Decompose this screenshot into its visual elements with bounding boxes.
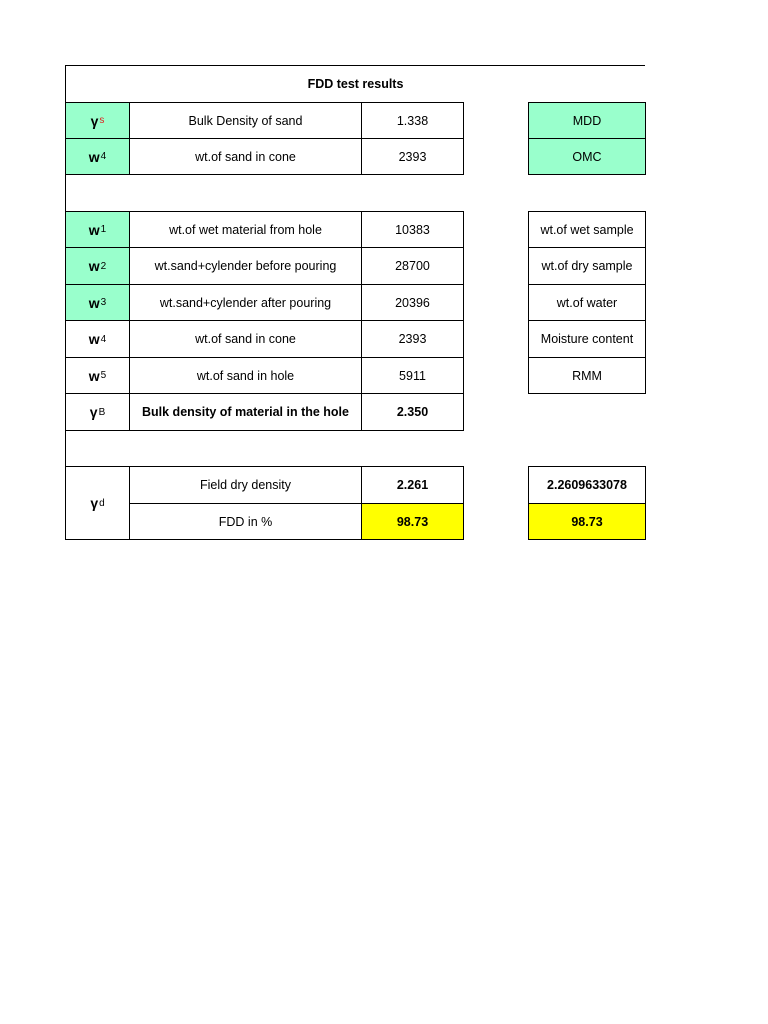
label-fdd-percent: FDD in % [129,503,362,540]
value-bulk-density-material: 2.350 [361,393,464,431]
side-wet-sample: wt.of wet sample [528,211,646,248]
symbol-w4-mid-cell: w 4 [65,320,130,358]
value-bulk-density-sand: 1.338 [361,102,464,139]
value-wet-material: 10383 [361,211,464,248]
value-fdd-percent: 98.73 [361,503,464,540]
side-fdd-percent: 98.73 [528,503,646,540]
label-field-dry-density: Field dry density [129,466,362,504]
symbol-gamma-s-cell: γ s [65,102,130,139]
label-sand-in-hole: wt.of sand in hole [129,357,362,394]
symbol-w3-cell: w 3 [65,284,130,321]
value-sand-in-cone-mid: 2393 [361,320,464,358]
value-sand-in-hole: 5911 [361,357,464,394]
label-bulk-density-material: Bulk density of material in the hole [129,393,362,431]
side-mdd-cell: MDD [528,102,646,139]
side-field-dry-density: 2.2609633078 [528,466,646,504]
label-sand-in-cone: wt.of sand in cone [129,138,362,175]
symbol-gamma-d-cell: γ d [65,466,130,540]
symbol-gamma-b-cell: γ B [65,393,130,431]
value-field-dry-density: 2.261 [361,466,464,504]
label-bulk-density-sand: Bulk Density of sand [129,102,362,139]
side-water: wt.of water [528,284,646,321]
label-wet-material: wt.of wet material from hole [129,211,362,248]
side-rmm: RMM [528,357,646,394]
label-before-pouring: wt.sand+cylender before pouring [129,247,362,285]
side-omc-cell: OMC [528,138,646,175]
value-sand-in-cone: 2393 [361,138,464,175]
symbol-w2-cell: w 2 [65,247,130,285]
symbol-w1-cell: w 1 [65,211,130,248]
symbol-w5-cell: w 5 [65,357,130,394]
side-dry-sample: wt.of dry sample [528,247,646,285]
sheet-title: FDD test results [307,77,404,91]
symbol-w4-cell: w 4 [65,138,130,175]
side-moisture-content: Moisture content [528,320,646,358]
value-after-pouring: 20396 [361,284,464,321]
label-after-pouring: wt.sand+cylender after pouring [129,284,362,321]
label-sand-in-cone-mid: wt.of sand in cone [129,320,362,358]
value-before-pouring: 28700 [361,247,464,285]
